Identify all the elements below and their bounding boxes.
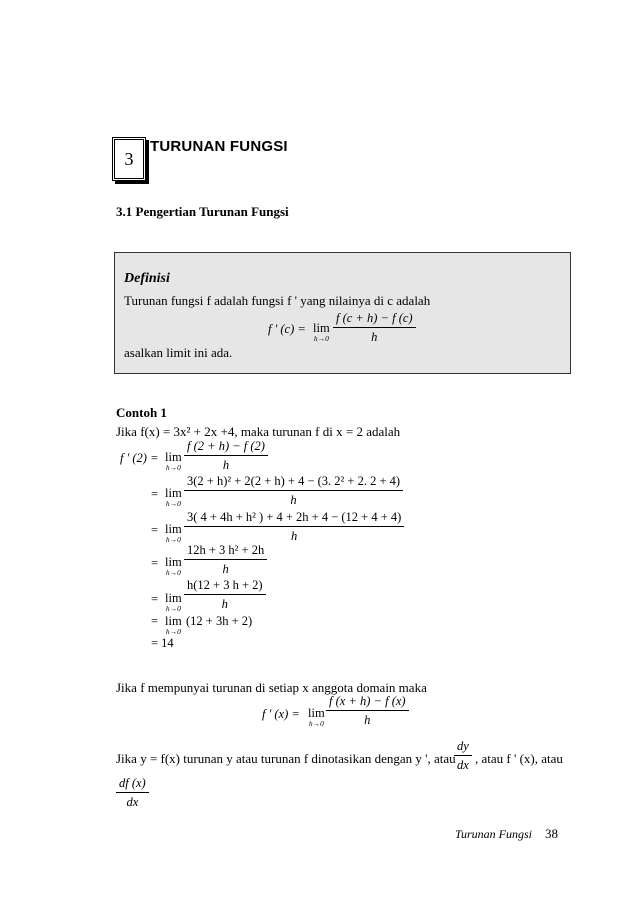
chapter-number-box (112, 137, 146, 181)
example-equals: = (151, 592, 159, 606)
section-title: 3.1 Pengertian Turunan Fungsi (116, 204, 289, 219)
example-step-fraction: $\frac{f (2 + h) - f (2)}{h}$ (184, 439, 268, 473)
notation-dy-dx: $\frac{dy}{dx}$ (454, 739, 472, 773)
example-limit: lim h→0 (165, 450, 182, 472)
chapter-number: 3 (124, 148, 134, 169)
example-limit: lim h→0 (165, 486, 182, 508)
example-heading: Contoh 1 (116, 405, 167, 420)
page-number: 38 (545, 826, 558, 841)
example-step-fraction: $\frac{\text{3( 4 + 4h + h² ) + 4 + 2h + 4 − (12 + 4 + 4)}}{h}$ (184, 510, 404, 544)
general-lhs: f ' (x) = (262, 707, 300, 721)
definition-formula-lhs: f ' (c) = (268, 322, 306, 336)
notation-part1: Jika y = f(x) turunan y atau turunan f dinotasikan dengan y ', atau (116, 751, 456, 766)
general-limit: lim h→0 (308, 706, 325, 728)
example-equals: = (151, 614, 159, 628)
example-equals: = (151, 556, 159, 570)
definition-heading: Definisi (124, 271, 170, 286)
example-step6: (12 + 3h + 2) (186, 614, 253, 628)
example-step-fraction: $\frac{\text{3(2 + h)² + 2(2 + h) + 4 − (3. 2² + 2. 2 + 4)}}{h}$ (184, 474, 403, 508)
footer-chapter-name: Turunan Fungsi (455, 827, 533, 841)
definition-formula-limit: lim h→0 (313, 321, 330, 343)
example-step-fraction: $\frac{h(12 + 3 h + 2)}{h}$ (184, 578, 266, 612)
general-fraction: $\frac{f (x + h) - f (x)}{h}$ (326, 694, 409, 728)
notation-dfx-dx: $\frac{df (x)}{dx}$ (116, 776, 149, 810)
example-equals: = (151, 523, 159, 537)
example-step-fraction: $\frac{\text{12h + 3 h² + 2h}}{h}$ (184, 543, 267, 577)
definition-formula-fraction: $\frac{f (c + h) - f (c)}{h}$ (333, 311, 416, 345)
example-equals: = (151, 487, 159, 501)
example-result: = 14 (151, 636, 174, 650)
definition-line1: Turunan fungsi f adalah fungsi f ' yang nilainya di c adalah (124, 293, 431, 308)
example-lhs: f ' (2) = (120, 451, 159, 465)
example-limit: lim h→0 (165, 555, 182, 577)
example-limit: lim h→0 (165, 614, 182, 636)
definition-line2: asalkan limit ini ada. (124, 345, 233, 360)
chapter-title: TURUNAN FUNGSI (150, 138, 288, 155)
general-sentence: Jika f mempunyai turunan di setiap x anggota domain maka (116, 680, 427, 695)
example-limit: lim h→0 (165, 522, 182, 544)
example-intro: Jika f(x) = 3x² + 2x +4, maka turunan f di x = 2 adalah (116, 424, 401, 439)
notation-part2: , atau f ' (x), atau (475, 751, 563, 766)
example-limit: lim h→0 (165, 591, 182, 613)
